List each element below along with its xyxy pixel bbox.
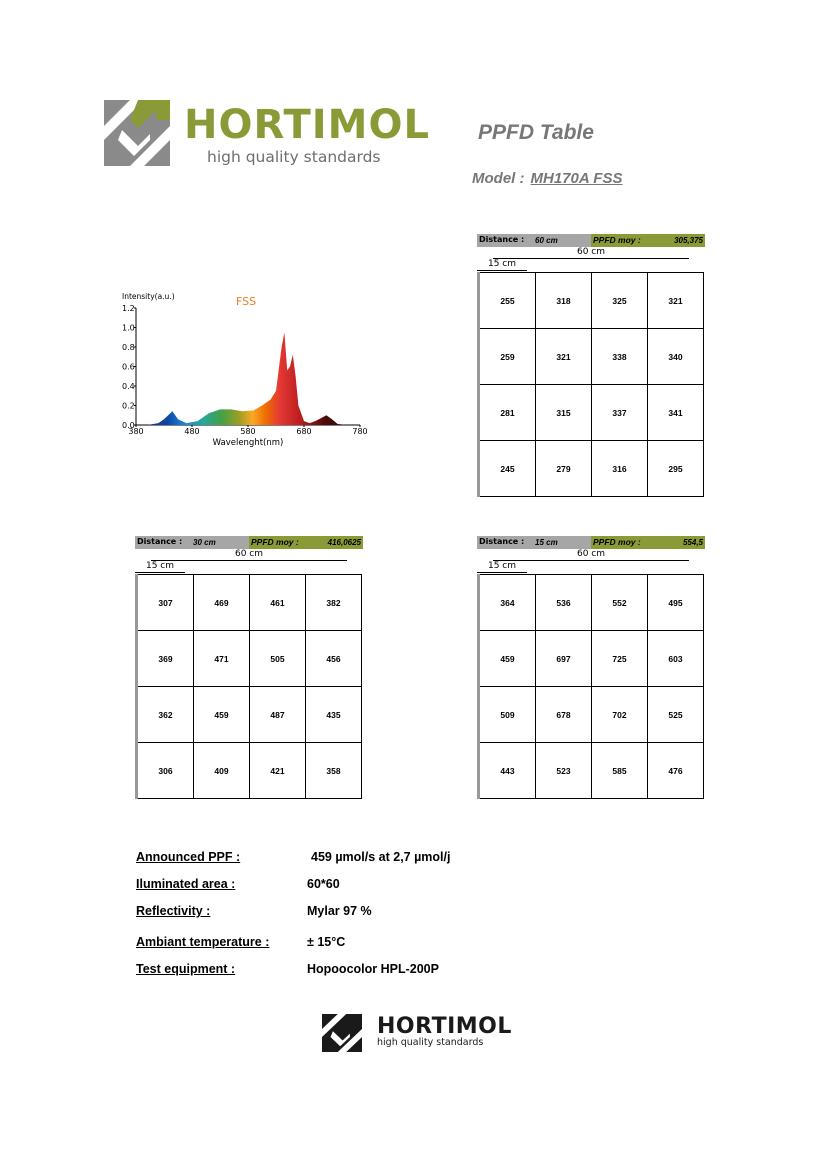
table-row	[137, 631, 362, 687]
spectrum-chart	[118, 288, 378, 448]
table-row	[137, 575, 362, 631]
illuminated-area-value: 60*60	[307, 877, 340, 891]
grid-cell: 338	[592, 329, 648, 385]
ppfd-label: PPFD moy :	[251, 537, 299, 547]
x-axis-label: Wavelenght(nm)	[212, 438, 284, 448]
y-tick-label: 0.2	[122, 401, 135, 411]
grid-cell: 459	[194, 687, 250, 743]
grid-cell: 603	[648, 631, 704, 687]
grid-cell: 362	[137, 687, 194, 743]
hortimol-logo-icon	[322, 1014, 362, 1052]
distance-value: 30 cm	[193, 538, 216, 547]
grid-cell: 421	[250, 743, 306, 799]
grid-cell: 259	[479, 329, 536, 385]
table-row	[137, 687, 362, 743]
y-tick-label: 0.4	[122, 382, 135, 391]
distance-value: 15 cm	[535, 538, 558, 547]
chart-title: FSS	[236, 295, 257, 308]
grid-cell: 456	[306, 631, 362, 687]
grid-cell: 337	[592, 385, 648, 441]
reflectivity-label: Reflectivity :	[136, 904, 211, 918]
table-row	[479, 273, 704, 329]
y-tick-label: 0.0	[122, 421, 135, 430]
y-tick-label: 1.2	[122, 304, 135, 313]
grid-cell: 358	[306, 743, 362, 799]
footer-brand-name: HORTIMOL	[377, 1014, 512, 1039]
grid-cell: 525	[648, 687, 704, 743]
grid-cell: 279	[536, 441, 592, 497]
brand-name: HORTIMOL	[184, 102, 430, 148]
dimension-15: 15 cm	[135, 561, 185, 573]
test-equipment-label: Test equipment :	[136, 962, 236, 976]
x-tick-label: 480	[184, 427, 200, 436]
grid-cell: 321	[536, 329, 592, 385]
ppfd-value: 416,0625	[327, 538, 361, 547]
ppfd-label: PPFD moy :	[593, 537, 641, 547]
grid-cell: 364	[479, 575, 536, 631]
table-row	[479, 329, 704, 385]
test-equipment-value: Hopoocolor HPL-200P	[307, 962, 439, 976]
dimension-60: 60 cm	[493, 246, 689, 259]
grid-cell: 487	[250, 687, 306, 743]
distance-label: Distance :	[137, 537, 183, 546]
x-tick-label: 680	[296, 427, 312, 436]
ppfd-grid	[477, 574, 704, 799]
y-axis-label: Intensity(a.u.)	[122, 292, 175, 301]
ppfd-value: 305,375	[674, 236, 703, 245]
grid-cell: 725	[592, 631, 648, 687]
grid-cell: 523	[536, 743, 592, 799]
grid-cell: 341	[648, 385, 704, 441]
dimension-15: 15 cm	[477, 561, 527, 573]
grid-cell: 509	[479, 687, 536, 743]
model-label: Model :	[472, 170, 525, 187]
grid-cell: 471	[194, 631, 250, 687]
grid-cell: 315	[536, 385, 592, 441]
footer-logo	[322, 1014, 522, 1054]
y-tick-label: 0.8	[122, 343, 135, 352]
grid-cell: 697	[536, 631, 592, 687]
grid-cell: 461	[250, 575, 306, 631]
grid-cell: 295	[648, 441, 704, 497]
grid-cell: 536	[536, 575, 592, 631]
x-tick-label: 380	[128, 427, 144, 436]
grid-cell: 340	[648, 329, 704, 385]
grid-cell: 409	[194, 743, 250, 799]
ppfd-grid	[477, 272, 704, 497]
grid-cell: 321	[648, 273, 704, 329]
x-tick-label: 580	[240, 427, 256, 436]
table-row	[479, 687, 704, 743]
grid-cell: 325	[592, 273, 648, 329]
announced-ppf-label: Announced PPF :	[136, 850, 241, 864]
table-row	[479, 631, 704, 687]
grid-cell: 585	[592, 743, 648, 799]
dimension-60: 60 cm	[493, 548, 689, 561]
grid-cell: 495	[648, 575, 704, 631]
distance-value: 60 cm	[535, 236, 558, 245]
table-row	[479, 743, 704, 799]
brand-tagline: high quality standards	[207, 148, 381, 166]
model-line	[472, 170, 622, 187]
grid-cell: 316	[592, 441, 648, 497]
distance-label: Distance :	[479, 235, 525, 244]
spectrum-curve	[136, 332, 360, 425]
grid-cell: 318	[536, 273, 592, 329]
ppfd-value: 554,5	[682, 538, 703, 547]
grid-cell: 245	[479, 441, 536, 497]
grid-cell: 469	[194, 575, 250, 631]
ppfd-grid	[135, 574, 362, 799]
table-row	[479, 441, 704, 497]
table-row	[137, 743, 362, 799]
grid-cell: 281	[479, 385, 536, 441]
grid-cell: 552	[592, 575, 648, 631]
y-tick-label: 0.6	[122, 362, 135, 372]
grid-cell: 443	[479, 743, 536, 799]
brand-logo	[104, 100, 430, 170]
x-tick-label: 780	[352, 427, 368, 436]
grid-cell: 255	[479, 273, 536, 329]
grid-cell: 459	[479, 631, 536, 687]
reflectivity-value: Mylar 97 %	[307, 904, 372, 918]
illuminated-area-label: Iluminated area :	[136, 877, 236, 891]
grid-cell: 382	[306, 575, 362, 631]
y-tick-label: 1.0	[122, 323, 135, 333]
model-value: MH170A FSS	[530, 170, 623, 187]
ambient-temperature-value: ± 15°C	[307, 935, 346, 949]
ambient-temperature-label: Ambiant temperature :	[136, 935, 270, 949]
hortimol-logo-icon	[104, 100, 170, 166]
page-title: PPFD Table	[478, 121, 594, 144]
grid-cell: 702	[592, 687, 648, 743]
table-row	[479, 575, 704, 631]
table-row	[479, 385, 704, 441]
announced-ppf-value: 459 µmol/s at 2,7 µmol/j	[311, 850, 451, 864]
distance-label: Distance :	[479, 537, 525, 546]
footer-brand-tagline: high quality standards	[377, 1037, 484, 1048]
grid-cell: 678	[536, 687, 592, 743]
grid-cell: 435	[306, 687, 362, 743]
dimension-60: 60 cm	[151, 548, 347, 561]
grid-cell: 369	[137, 631, 194, 687]
grid-cell: 306	[137, 743, 194, 799]
dimension-15: 15 cm	[477, 259, 527, 271]
grid-cell: 476	[648, 743, 704, 799]
grid-cell: 307	[137, 575, 194, 631]
grid-cell: 505	[250, 631, 306, 687]
ppfd-label: PPFD moy :	[593, 235, 641, 245]
